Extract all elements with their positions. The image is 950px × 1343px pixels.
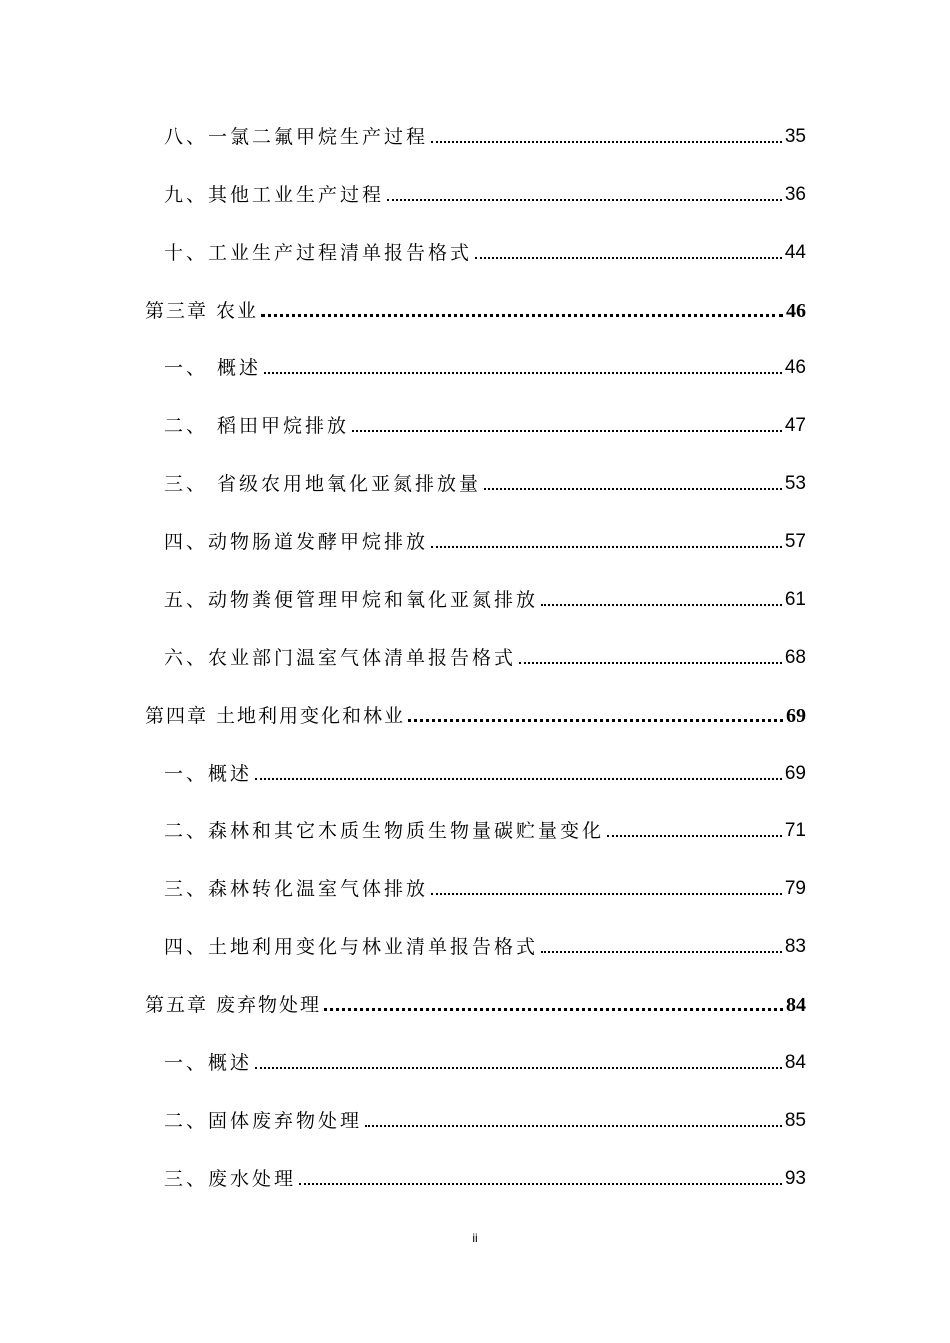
toc-chapter-title: 第四章 土地利用变化和林业 — [145, 705, 406, 727]
toc-dot-leader — [541, 950, 782, 953]
toc-chapter-title: 第五章 废弃物处理 — [145, 994, 322, 1016]
toc-entry[interactable] — [164, 871, 806, 901]
toc-entry-page: 61 — [784, 589, 806, 610]
toc-entry-page: 83 — [784, 936, 806, 957]
toc-entry-title: 一、 概述 — [164, 357, 262, 379]
toc-dot-leader — [255, 1066, 782, 1069]
toc-entry-title: 九、其他工业生产过程 — [164, 184, 385, 206]
toc-entry-page: 36 — [784, 184, 806, 205]
toc-entry-page: 57 — [784, 531, 806, 552]
toc-entry-title: 五、动物粪便管理甲烷和氧化亚氮排放 — [164, 589, 539, 611]
toc-entry-page: 47 — [784, 415, 806, 436]
toc-chapter-entry[interactable] — [145, 293, 806, 323]
toc-entry-title: 四、动物肠道发酵甲烷排放 — [164, 531, 429, 553]
toc-entry-title: 八、一氯二氟甲烷生产过程 — [164, 126, 429, 148]
toc-entry-page: 46 — [784, 357, 806, 378]
toc-entry[interactable] — [164, 1045, 806, 1075]
toc-dot-leader — [431, 140, 782, 143]
toc-entry[interactable] — [164, 1161, 806, 1191]
toc-entry[interactable] — [164, 1103, 806, 1133]
toc-entry-page: 71 — [784, 820, 806, 841]
toc-dot-leader — [365, 1124, 782, 1127]
toc-dot-leader — [484, 487, 782, 490]
toc-entry[interactable] — [164, 119, 806, 149]
toc-entry-page: 69 — [784, 763, 806, 784]
toc-entry-title: 二、 稻田甲烷排放 — [164, 415, 350, 437]
toc-entry[interactable] — [164, 350, 806, 380]
toc-dot-leader — [607, 834, 782, 837]
toc-entry-title: 二、固体废弃物处理 — [164, 1110, 363, 1132]
toc-entry[interactable] — [164, 582, 806, 612]
toc-entry-title: 三、废水处理 — [164, 1168, 297, 1190]
toc-entry[interactable] — [164, 408, 806, 438]
toc-chapter-title: 第三章 农业 — [145, 300, 259, 322]
toc-dot-leader — [264, 371, 782, 374]
toc-entry-page: 93 — [784, 1168, 806, 1189]
toc-dot-leader — [431, 545, 782, 548]
toc-entry-title: 四、土地利用变化与林业清单报告格式 — [164, 936, 539, 958]
toc-dot-leader — [324, 1007, 783, 1011]
toc-dot-leader — [519, 661, 782, 664]
toc-entry-title: 六、农业部门温室气体清单报告格式 — [164, 647, 517, 669]
toc-entry[interactable] — [164, 929, 806, 959]
toc-entry-title: 三、 省级农用地氧化亚氮排放量 — [164, 473, 482, 495]
toc-dot-leader — [261, 313, 783, 317]
toc-dot-leader — [408, 718, 783, 722]
page-number-footer: ii — [472, 1231, 478, 1245]
toc-entry-page: 44 — [784, 242, 806, 263]
toc-chapter-page: 46 — [786, 300, 806, 322]
toc-dot-leader — [299, 1182, 782, 1185]
toc-entry-page: 84 — [784, 1052, 806, 1073]
toc-entry[interactable] — [164, 640, 806, 670]
toc-entry[interactable] — [164, 524, 806, 554]
toc-entry-page: 79 — [784, 878, 806, 899]
toc-entry-page: 85 — [784, 1110, 806, 1131]
toc-entry-title: 三、森林转化温室气体排放 — [164, 878, 429, 900]
toc-entry[interactable] — [164, 177, 806, 207]
toc-entry-page: 35 — [784, 126, 806, 147]
toc-entry[interactable] — [164, 813, 806, 843]
toc-dot-leader — [255, 777, 782, 780]
toc-chapter-page: 69 — [786, 705, 806, 727]
toc-entry[interactable] — [164, 756, 806, 786]
toc-entry-title: 一、概述 — [164, 763, 253, 785]
toc-entry-page: 53 — [784, 473, 806, 494]
toc-entry-title: 十、工业生产过程清单报告格式 — [164, 242, 473, 264]
toc-entry-title: 二、森林和其它木质生物质生物量碳贮量变化 — [164, 820, 605, 842]
toc-entry-page: 68 — [784, 647, 806, 668]
toc-dot-leader — [431, 892, 782, 895]
toc-chapter-entry[interactable] — [145, 987, 806, 1017]
toc-dot-leader — [541, 603, 782, 606]
toc-chapter-entry[interactable] — [145, 698, 806, 728]
toc-dot-leader — [387, 198, 782, 201]
toc-entry[interactable] — [164, 466, 806, 496]
toc-entry-title: 一、概述 — [164, 1052, 253, 1074]
toc-dot-leader — [352, 429, 782, 432]
toc-entry[interactable] — [164, 235, 806, 265]
toc-chapter-page: 84 — [786, 994, 806, 1016]
toc-dot-leader — [475, 256, 782, 259]
